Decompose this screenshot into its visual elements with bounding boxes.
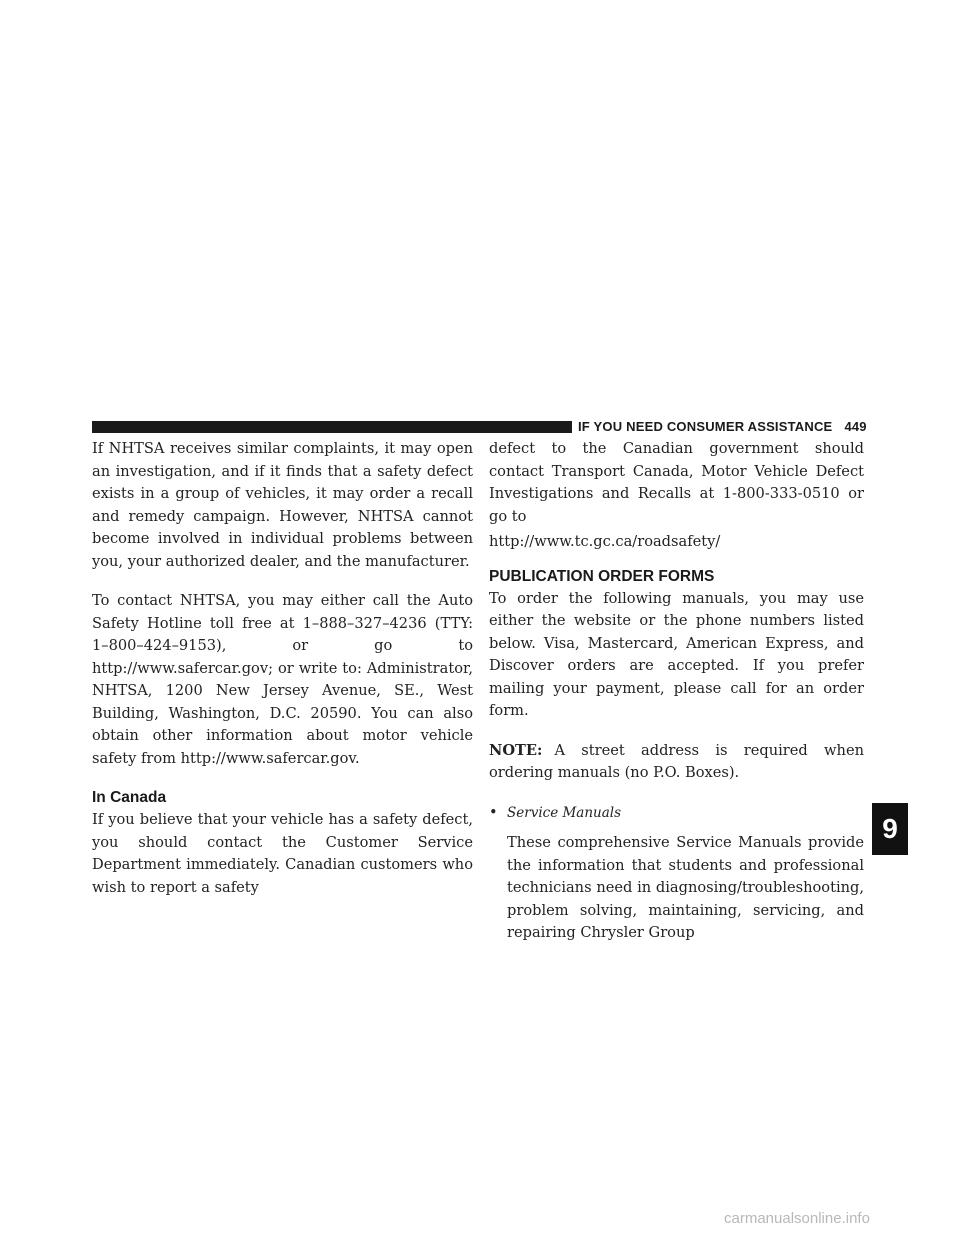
nhtsa-complaints-paragraph: If NHTSA receives similar complaints, it may open an investigation, and if it finds that a safety defect exists in a group of vehicles, it may order a recall and remedy campaign. However, NHTSA cannot become involved in individual problems between you, your authorized dealer, and the manufacturer. <box>92 440 473 570</box>
in-canada-heading: In Canada <box>92 789 167 806</box>
bullet-icon: • <box>489 803 498 821</box>
chapter-tab: 9 <box>872 803 908 855</box>
nhtsa-contact-paragraph: To contact NHTSA, you may either call the Auto Safety Hotline toll free at 1–888–327–4236 (TTY: 1–800–424–9153), or go to http://www.safercar.gov; or write to: Administrator, NHTSA, 1200 New Jersey Avenue, SE., West Building, Washington, D.C. 20590. You can also obtain other information about motor vehicle safety from http://www.safercar.gov. <box>92 592 473 767</box>
service-manuals-item: Service Manuals <box>507 804 622 821</box>
watermark: carmanualsonline.info <box>724 1210 870 1227</box>
note-paragraph <box>489 740 864 785</box>
note-label: NOTE: <box>489 741 543 759</box>
running-header <box>578 419 872 434</box>
list-item <box>489 802 864 825</box>
section-title: IF YOU NEED CONSUMER ASSISTANCE <box>578 419 833 434</box>
right-column <box>489 438 864 945</box>
publication-paragraph: To order the following manuals, you may use either the website or the phone numbers listed below. Visa, Mastercard, American Express, and Discover orders are accepted. If you prefer mailing your payment, please call for an order form. <box>489 589 864 719</box>
note-text: A street address is required when ordering manuals (no P.O. Boxes). <box>489 741 864 781</box>
canada-paragraph: If you believe that your vehicle has a safety defect, you should contact the Customer Service Department immediately. Canadian customers who wish to report a safety <box>92 811 473 896</box>
publication-order-forms-heading: PUBLICATION ORDER FORMS <box>489 567 715 585</box>
service-manuals-paragraph: These comprehensive Service Manuals provide the information that students and professional technicians need in diagnosing/troubleshooting, problem solving, maintaining, servicing, and repairing Chrysler Group <box>507 834 864 941</box>
canada-continued-paragraph: defect to the Canadian government should contact Transport Canada, Motor Vehicle Defect Investigations and Recalls at 1-800-333-0510 or go to <box>489 440 864 525</box>
transport-canada-url: http://www.tc.gc.ca/roadsafety/ <box>489 533 721 550</box>
header-rule <box>92 421 572 433</box>
left-column <box>92 438 473 916</box>
page-number: 449 <box>844 419 867 434</box>
